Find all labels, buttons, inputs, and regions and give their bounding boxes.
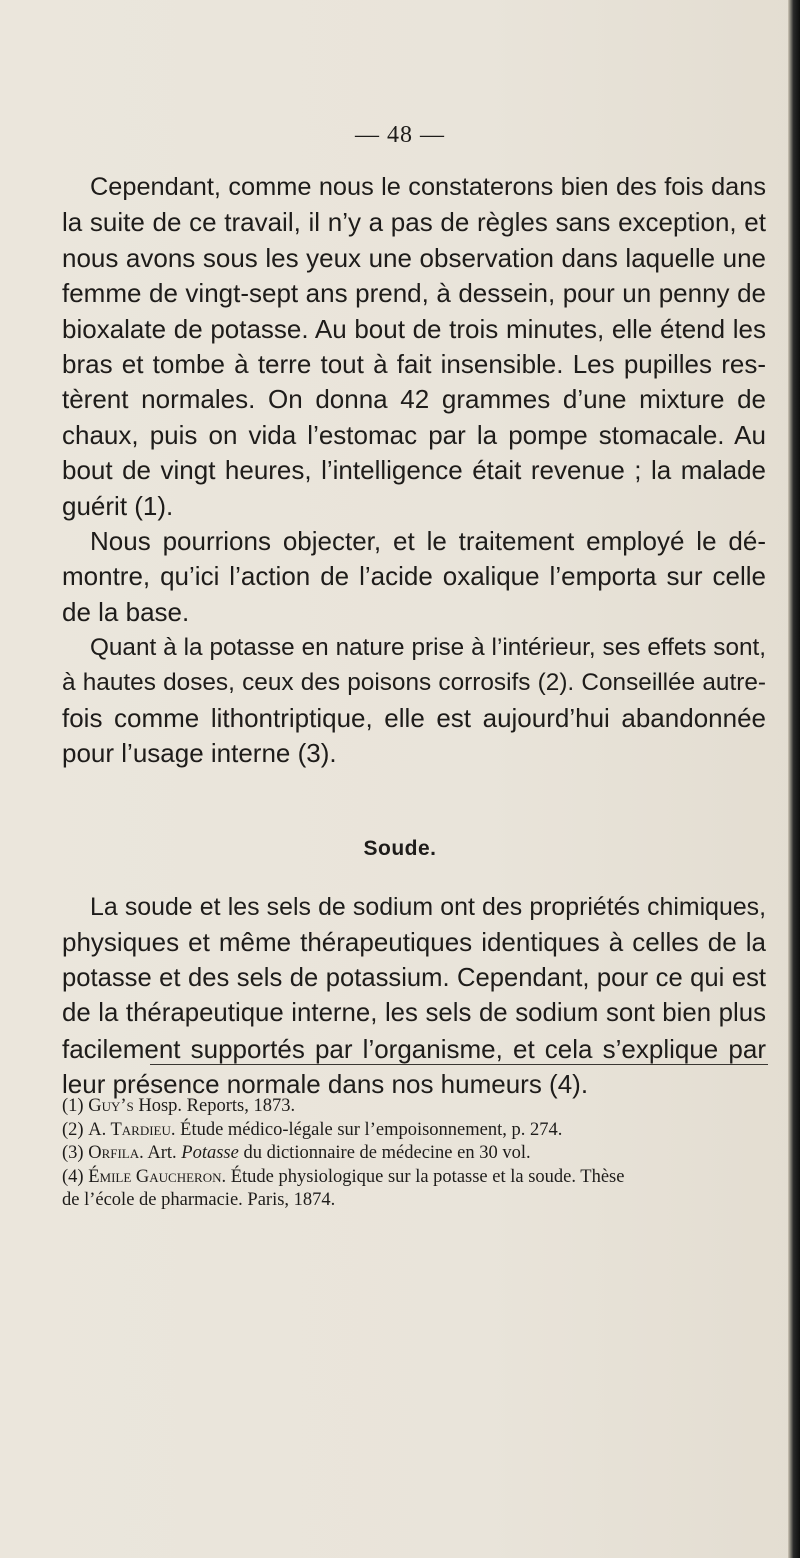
paragraph xyxy=(62,890,766,1102)
footnote-text: de l’école de pharmacie. Paris, 1874. xyxy=(62,1190,336,1210)
text-line: La soude et les sels de sodium ont des propriétés chimiques, xyxy=(90,893,766,921)
footnote-author: Orfila. xyxy=(88,1143,144,1163)
text-line: femme de vingt-sept ans prend, à dessein, pour un penny de xyxy=(62,278,766,309)
footnote xyxy=(62,1166,767,1190)
footnote-number: (3) xyxy=(62,1143,84,1163)
footnote-text: du dictionnaire de médecine en 30 vol. xyxy=(238,1143,531,1163)
text-line: Nous pourrions objecter, et le traitement employé le dé- xyxy=(90,525,766,556)
footnote xyxy=(62,1095,767,1119)
footnote-author: Guy’s xyxy=(88,1096,134,1116)
text-line: potasse et des sels de potassium. Cependant, pour ce qui est xyxy=(62,963,766,992)
text-line: de la thérapeutique interne, les sels de sodium sont bien plus xyxy=(62,999,766,1028)
text-line: la suite de ce travail, il n’y a pas de règles sans exception, et xyxy=(62,207,766,238)
page-number: — 48 — xyxy=(355,122,445,148)
paragraph xyxy=(62,630,766,772)
text-line: tèrent normales. On donna 42 grammes d’une mixture de xyxy=(62,384,766,415)
text-line: facilement supportés par l’organisme, et cela s’explique par xyxy=(62,1033,766,1064)
text-line: chaux, puis on vida l’estomac par la pompe stomacale. Au xyxy=(62,419,766,450)
paragraph xyxy=(62,524,766,630)
text-line: Cependant, comme nous le constaterons bien des fois dans xyxy=(90,173,766,201)
section-text-block xyxy=(62,890,766,1102)
text-line: bout de vingt heures, l’intelligence était revenue ; la malade xyxy=(62,455,766,486)
text-line: nous avons sous les yeux une observation dans laquelle une xyxy=(62,242,766,273)
footnote-number: (2) xyxy=(62,1119,84,1140)
main-text-block xyxy=(62,170,766,772)
footnote-text: Étude physiologique sur la potasse et la soude. Thèse xyxy=(226,1166,625,1187)
text-line: de la base. xyxy=(62,596,190,627)
footnote xyxy=(62,1119,767,1143)
footnote-separator xyxy=(150,1064,768,1065)
page-edge-shadow xyxy=(788,0,800,1558)
text-line: physiques et même thérapeutiques identiques à celles de la xyxy=(62,927,766,958)
text-line: pour l’usage interne (3). xyxy=(62,738,337,769)
text-line: à hautes doses, ceux des poisons corrosifs (2). Conseillée autre- xyxy=(62,669,766,697)
text-line: fois comme lithontriptique, elle est aujourd’hui abandonnée xyxy=(62,702,766,733)
text-line: bioxalate de potasse. Au bout de trois minutes, elle étend les xyxy=(62,313,766,344)
text-line: bras et tombe à terre tout à fait insensible. Les pupilles res- xyxy=(62,348,766,379)
section-heading: Soude. xyxy=(363,837,437,860)
text-line: montre, qu’ici l’action de l’acide oxalique l’emporta sur celle xyxy=(62,561,766,592)
text-line: guérit (1). xyxy=(62,490,174,521)
footnote-continuation xyxy=(62,1189,767,1213)
footnote-text: Étude médico-légale sur l’empoisonnement, p. 274. xyxy=(175,1119,563,1140)
footnote xyxy=(62,1142,767,1166)
footnote-number: (4) xyxy=(62,1166,84,1187)
text-line: leur présence normale dans nos humeurs (4). xyxy=(62,1068,589,1099)
footnote-italic-title: Potasse xyxy=(181,1143,239,1163)
paragraph xyxy=(62,170,766,524)
footnote-author: A. Tardieu. xyxy=(88,1119,176,1140)
text-line: Quant à la potasse en nature prise à l’intérieur, ses effets sont, xyxy=(90,634,766,662)
footnotes xyxy=(62,1095,767,1213)
footnote-author: Émile Gaucheron. xyxy=(88,1166,227,1187)
footnote-text: Art. xyxy=(143,1143,182,1163)
footnote-number: (1) xyxy=(62,1096,84,1116)
footnote-text: Hosp. Reports, 1873. xyxy=(133,1096,296,1116)
